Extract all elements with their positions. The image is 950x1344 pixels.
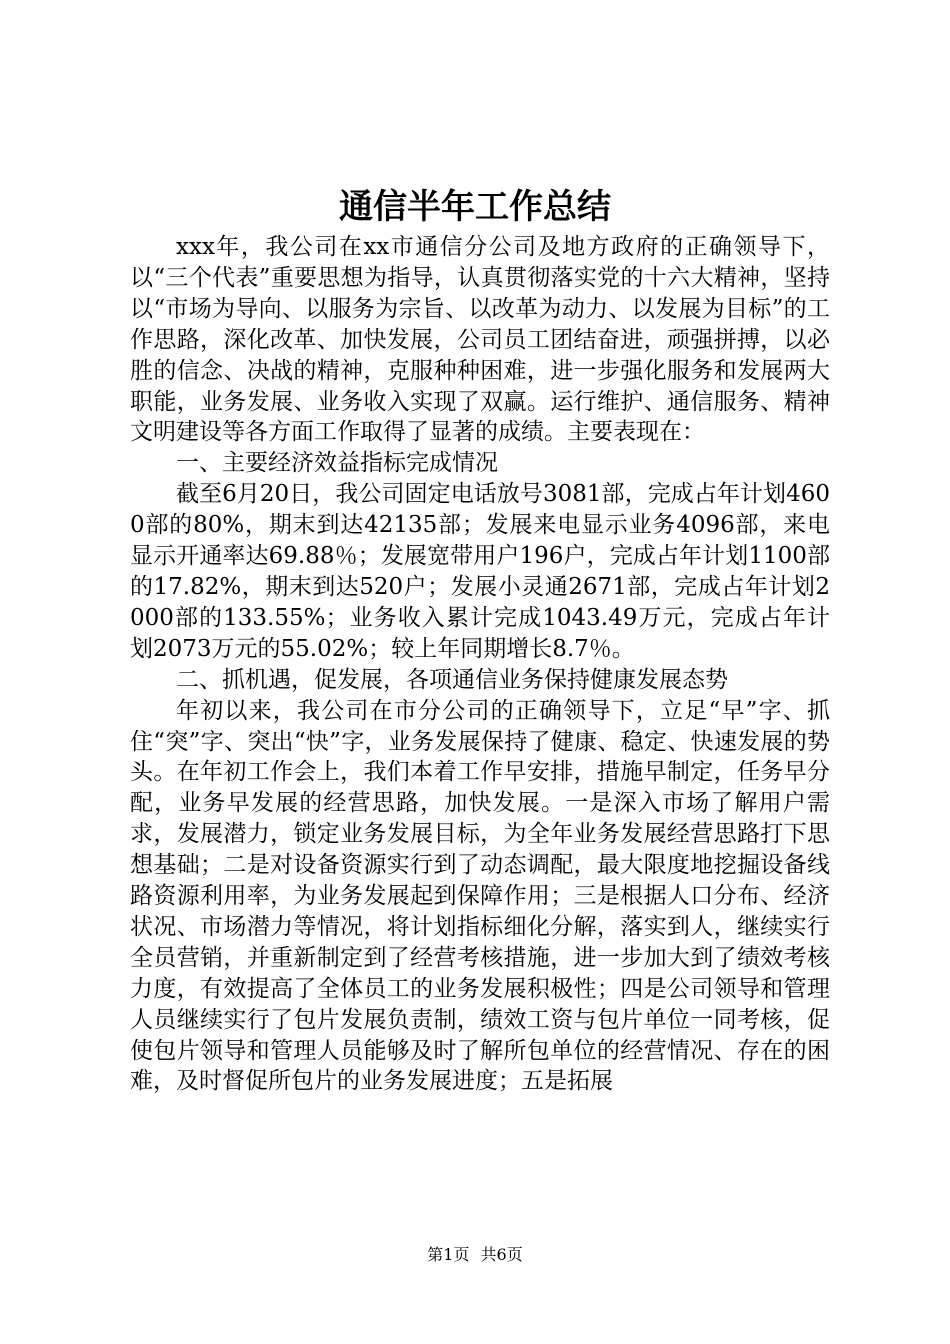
- section-heading-1: 一、主要经济效益指标完成情况: [176, 450, 498, 477]
- document-title: 通信半年工作总结: [339, 187, 611, 227]
- page-number: 第1页: [427, 1245, 470, 1264]
- page-total: 共6页: [480, 1245, 523, 1264]
- document-body: [130, 232, 830, 1097]
- paragraph-indicators: 截至6月20日，我公司固定电话放号3081部，完成占年计划4600部的80%，期末到达42135部；发展来电显示业务4096部，来电显示开通率达69.88％；发展宽带用户196户，完成占年计划1100部的17.82%，期末到达520户；发展小灵通2671部，完成占年计划2000部的133.55%；业务收入累计完成1043.49万元，完成占年计划2073万元的55.02%；较上年同期增长8.7％。: [130, 481, 830, 662]
- paragraph-intro: xxx年，我公司在xx市通信分公司及地方政府的正确领导下，以“三个代表”重要思想为指导，认真贯彻落实党的十六大精神，坚持以“市场为导向、以服务为宗旨、以改革为动力、以发展为目标”的工作思路，深化改革、加快发展，公司员工团结奋进，顽强拼搏，以必胜的信念、决战的精神，克服种种困难，进一步强化服务和发展两大职能，业务发展、业务收入实现了双赢。运行维护、通信服务、精神文明建设等各方面工作取得了显著的成绩。主要表现在：: [130, 234, 830, 446]
- page-footer: [0, 1244, 950, 1266]
- paragraph-development: 年初以来，我公司在市分公司的正确领导下，立足“早”字、抓住“突”字、突出“快”字，业务发展保持了健康、稳定、快速发展的势头。在年初工作会上，我们本着工作早安排，措施早制定，任务早分配，业务早发展的经营思路，加快发展。一是深入市场了解用户需求，发展潜力，锁定业务发展目标，为全年业务发展经营思路打下思想基础；二是对设备资源实行到了动态调配，最大限度地挖掘设备线路资源利用率，为业务发展起到保障作用；三是根据人口分布、经济状况、市场潜力等情况，将计划指标细化分解，落实到人，继续实行全员营销，并重新制定到了经营考核措施，进一步加大到了绩效考核力度，有效提高了全体员工的业务发展积极性；四是公司领导和管理人员继续实行了包片发展负责制，绩效工资与包片单位一同考核，促使包片领导和管理人员能够及时了解所包单位的经营情况、存在的困难，及时督促所包片的业务发展进度；五是拓展: [130, 697, 830, 1095]
- section-heading-2: 二、抓机遇，促发展，各项通信业务保持健康发展态势: [176, 666, 728, 693]
